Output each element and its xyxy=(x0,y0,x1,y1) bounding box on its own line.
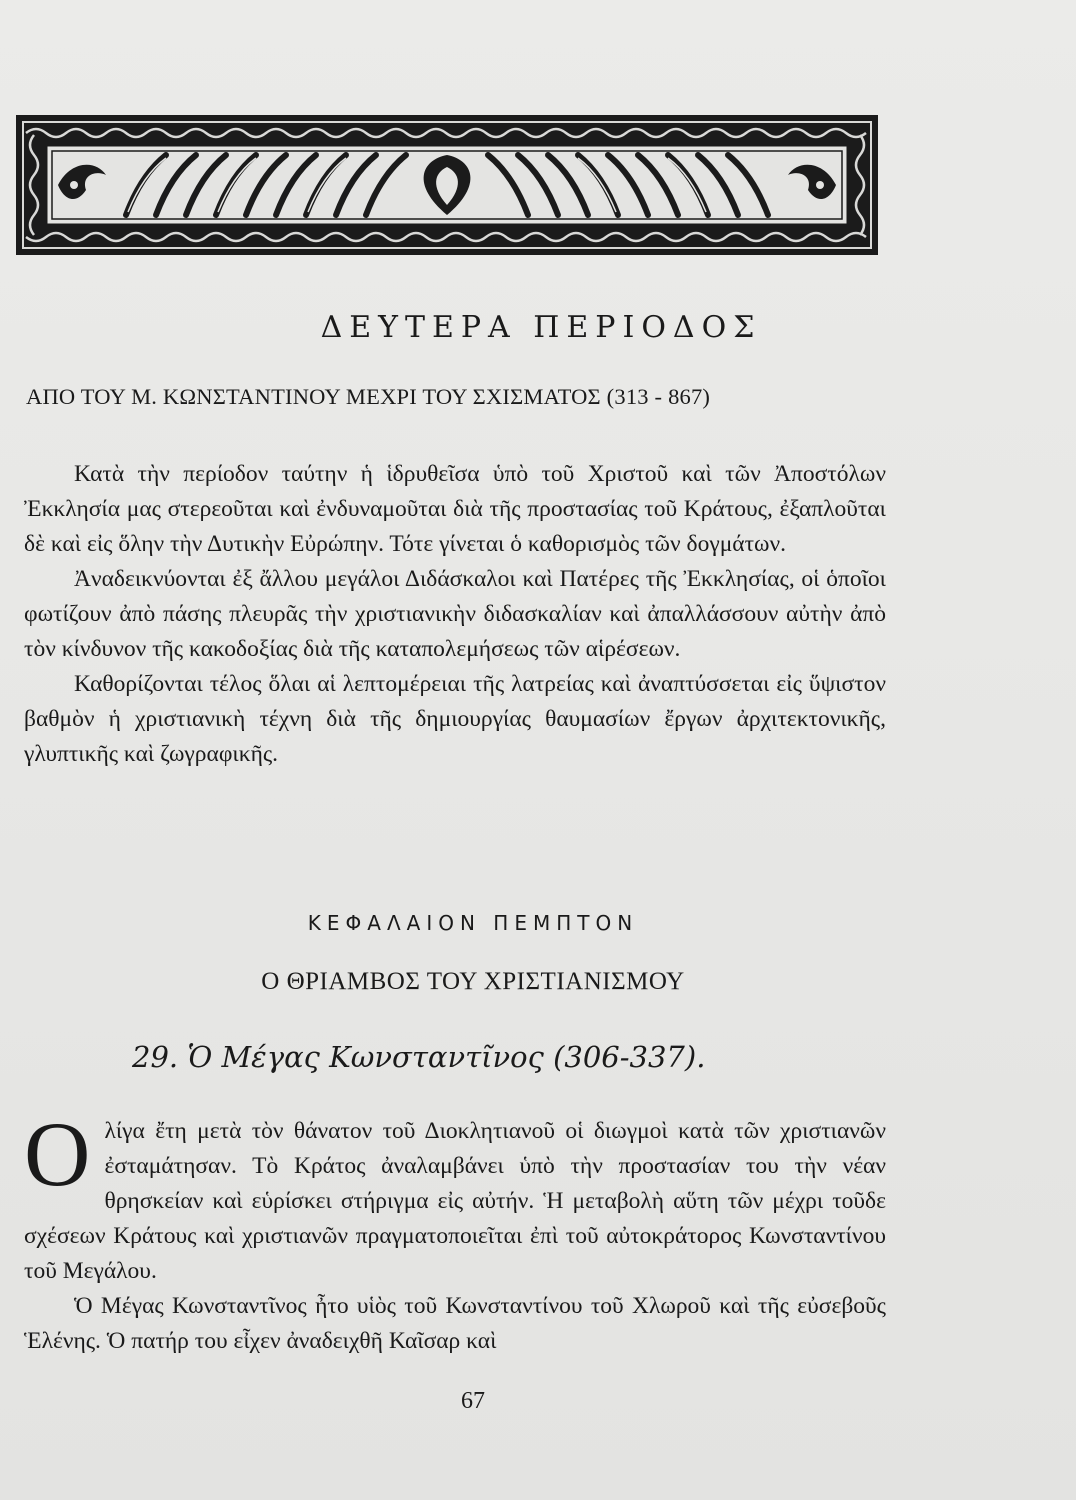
section-text xyxy=(24,1103,886,1359)
section-paragraph-1-text: λίγα ἔτη μετὰ τὸν θάνατον τοῦ Διοκλητιανοῦ οἱ διωγμοὶ κατὰ τῶν χριστιανῶν ἐσταμάτησαν. Τὸ Κράτος ἀναλαμβάνει ὑπὸ τὴν προστασίαν του τὴν νέαν θρησκείαν καὶ εὑρίσκει στήριγμα εἰς αὐτήν. Ἡ μεταβολὴ αὕτη τῶν μέχρι τοῦδε σχέσεων Κράτους καὶ χριστιανῶν πραγματοποιεῖται ἐπὶ τοῦ αὐτοκράτορος Κωνσταντίνου τοῦ Μεγάλου. xyxy=(24,1118,886,1284)
part-subtitle: ΑΠΟ ΤΟΥ Μ. ΚΩΝΣΤΑΝΤΙΝΟΥ ΜΕΧΡΙ ΤΟΥ ΣΧΙΣΜΑΤΟΣ (313 - 867) xyxy=(26,384,711,409)
part-title: ΔΕΥΤΕΡΑ ΠΕΡΙΟΔΟΣ xyxy=(320,310,762,345)
chapter-title: Ο ΘΡΙΑΜΒΟΣ ΤΟΥ ΧΡΙΣΤΙΑΝΙΣΜΟΥ xyxy=(261,968,685,995)
intro-paragraph-3: Καθορίζονται τέλος ὅλαι αἱ λεπτομέρειαι τῆς λατρείας καὶ ἀναπτύσσεται εἰς ὕψιστον βαθμὸν ἡ χριστιανικὴ τέχνη διὰ τῆς δημιουργίας θαυμασίων ἔργων ἀρχιτεκτονικῆς, γλυπτικῆς καὶ ζωγραφικῆς. xyxy=(24,671,886,767)
page-number: 67 xyxy=(461,1388,485,1414)
drop-cap: Ο xyxy=(24,1103,91,1205)
intro-paragraph-2: Ἀναδεικνύονται ἐξ ἄλλου μεγάλοι Διδάσκαλοι καὶ Πατέρες τῆς Ἐκκλησίας, οἱ ὁποῖοι φωτίζουν ἀπὸ πάσης πλευρᾶς τὴν χριστιανικὴν διδασκαλίαν καὶ ἀπαλλάσσουν αὐτὴν ἀπὸ τὸν κίνδυνον τῆς κακοδοξίας διὰ τῆς καταπολεμήσεως τῶν αἱρέσεων. xyxy=(24,566,886,662)
header-ornament-band xyxy=(16,115,878,255)
intro-text xyxy=(24,457,886,772)
section-paragraph-1 xyxy=(24,1103,886,1289)
section-heading: 29. Ὁ Μέγας Κωνσταντῖνος (306-337). xyxy=(132,1040,706,1074)
section-paragraph-2: Ὁ Μέγας Κωνσταντῖνος ἦτο υἱὸς τοῦ Κωνσταντίνου τοῦ Χλωροῦ καὶ τῆς εὐσεβοῦς Ἑλένης. Ὁ πατήρ του εἶχεν ἀναδειχθῆ Καῖσαρ καὶ xyxy=(24,1293,886,1354)
intro-paragraph-1: Κατὰ τὴν περίοδον ταύτην ἡ ἱδρυθεῖσα ὑπὸ τοῦ Χριστοῦ καὶ τῶν Ἀποστόλων Ἐκκλησία μας στερεοῦται καὶ ἐνδυναμοῦται διὰ τῆς προστασίας τοῦ Κράτους, ἐξαπλοῦται δὲ καὶ εἰς ὅλην τὴν Δυτικὴν Εὐρώπην. Τότε γίνεται ὁ καθορισμὸς τῶν δογμάτων. xyxy=(24,461,886,557)
chapter-number: ΚΕΦΑΛΑΙΟΝ ΠΕΜΠΤΟΝ xyxy=(307,911,639,935)
